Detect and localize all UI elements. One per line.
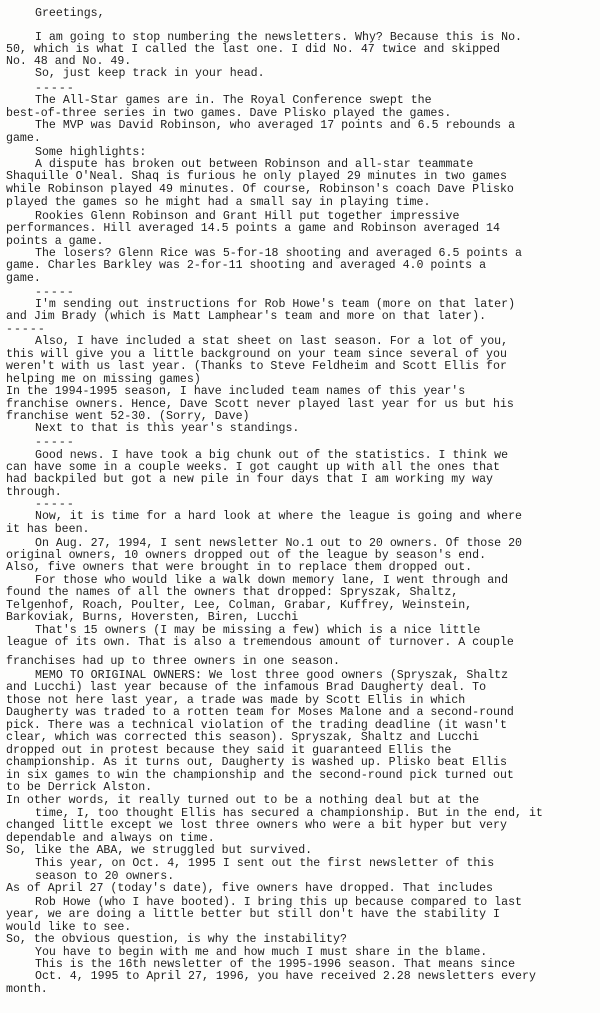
text-line: Also, five owners that were brought in to replace them dropped out. xyxy=(6,561,473,574)
text-line: You have to begin with me and how much I must share in the blame. xyxy=(35,946,488,959)
text-line: changed little except we lost three owners who were a bit hyper but very xyxy=(6,819,507,832)
text-line: had backpiled but got a new pile in four days that I am working my way xyxy=(6,473,494,486)
text-line: best-of-three series in two games. Dave Plisko played the games. xyxy=(6,107,452,120)
text-line: league of its own. That is also a tremendous amount of turnover. A couple xyxy=(6,636,514,649)
text-line: That's 15 owners (I may be missing a few) which is a nice little xyxy=(35,624,481,637)
text-line: Good news. I have took a big chunk out of the statistics. I think we xyxy=(35,449,509,462)
text-line: points a game. xyxy=(6,235,104,248)
text-line: can have some in a couple weeks. I got caught up with all the ones that xyxy=(6,461,500,474)
text-line: Daugherty was traded to a rotten team for Moses Malone and a second-round xyxy=(6,706,514,719)
text-line: 50, which is what I called the last one. I did No. 47 twice and skipped xyxy=(6,43,500,56)
text-line: So, like the ABA, we struggled but survived. xyxy=(6,844,313,857)
text-line: to be Derrick Alston. xyxy=(6,781,153,794)
text-line: Rob Howe (who I have booted). I bring this up because compared to last xyxy=(35,896,523,909)
text-line: As of April 27 (today's date), five owners have dropped. That includes xyxy=(6,882,494,895)
text-line: time, I, too thought Ellis has secured a championship. But in the end, it xyxy=(35,807,543,820)
text-line: franchises had up to three owners in one season. xyxy=(6,655,340,668)
text-line: month. xyxy=(6,983,48,996)
text-line: Next to that is this year's standings. xyxy=(35,422,300,435)
text-line: So, the obvious question, is why the instability? xyxy=(6,933,347,946)
text-line: This year, on Oct. 4, 1995 I sent out the first newsletter of this xyxy=(35,857,495,870)
text-line: those not here last year, a trade was made by Scott Ellis in which xyxy=(6,694,466,707)
text-line: Telgenhof, Roach, Poulter, Lee, Colman, Grabar, Kuffrey, Weinstein, xyxy=(6,599,473,612)
text-line: A dispute has broken out between Robinson and all-star teammate xyxy=(35,158,474,171)
text-line: Barkoviak, Burns, Hoversten, Biren, Lucchi xyxy=(6,611,299,624)
text-line: performances. Hill averaged 14.5 points a game and Robinson averaged 14 xyxy=(6,222,500,235)
text-line: So, just keep track in your head. xyxy=(35,67,265,80)
text-line: For those who would like a walk down memory lane, I went through and xyxy=(35,574,509,587)
text-line: game. xyxy=(6,272,41,285)
text-line: through. xyxy=(6,486,62,499)
text-line: franchise owners. Hence, Dave Scott never played last year for us but his xyxy=(6,398,514,411)
text-line: In the 1994-1995 season, I have included team names of this year's xyxy=(6,385,466,398)
text-line: helping me on missing games) xyxy=(6,373,201,386)
text-line: pick. There was a technical violation of the trading deadline (it wasn't xyxy=(6,719,507,732)
text-line: franchise went 52-30. (Sorry, Dave) xyxy=(6,410,250,423)
greeting-line: Greetings, xyxy=(35,7,105,20)
text-line: I am going to stop numbering the newsletters. Why? Because this is No. xyxy=(35,31,523,44)
text-line: Some highlights: xyxy=(35,146,147,159)
text-line: On Aug. 27, 1994, I sent newsletter No.1 out to 20 owners. Of those 20 xyxy=(35,537,523,550)
text-line: and Jim Brady (which is Matt Lamphear's team and more on that later). xyxy=(6,310,487,323)
memo-line: MEMO TO ORIGINAL OWNERS: We lost three good owners (Spryszak, Shaltz xyxy=(35,669,509,682)
text-line: this will give you a little background on your team since several of you xyxy=(6,348,507,361)
text-line: and Lucchi) last year because of the infamous Brad Daugherty deal. To xyxy=(6,681,487,694)
text-line: Rookies Glenn Robinson and Grant Hill put together impressive xyxy=(35,210,460,223)
text-line: original owners, 10 owners dropped out of the league by season's end. xyxy=(6,549,487,562)
text-line: year, we are doing a little better but still don't have the stability I xyxy=(6,908,500,921)
text-line: played the games so he might had a small say in playing time. xyxy=(6,196,431,209)
text-line: This is the 16th newsletter of the 1995-1996 season. That means since xyxy=(35,958,516,971)
text-line: dependable and always on time. xyxy=(6,832,215,845)
text-line: it has been. xyxy=(6,523,90,536)
text-line: Now, it is time for a hard look at where the league is going and where xyxy=(35,510,523,523)
text-line: found the names of all the owners that dropped: Spryszak, Shaltz, xyxy=(6,586,459,599)
section-separator: ----- xyxy=(35,286,75,299)
section-separator: ----- xyxy=(35,82,75,95)
text-line: championship. As it turns out, Daugherty is washed up. Plisko beat Ellis xyxy=(6,756,507,769)
text-line: No. 48 and No. 49. xyxy=(6,55,132,68)
text-line: The losers? Glenn Rice was 5-for-18 shooting and averaged 6.5 points a xyxy=(35,247,523,260)
text-line: in six games to win the championship and the second-round pick turned out xyxy=(6,769,514,782)
text-line: Also, I have included a stat sheet on last season. For a lot of you, xyxy=(35,335,509,348)
text-line: while Robinson played 49 minutes. Of course, Robinson's coach Dave Plisko xyxy=(6,183,514,196)
text-line: clear, which was corrected this season). Spryszak, Shaltz and Lucchi xyxy=(6,731,480,744)
section-separator: ----- xyxy=(35,498,75,511)
text-line: I'm sending out instructions for Rob Howe's team (more on that later) xyxy=(35,298,516,311)
text-line: season to 20 owners. xyxy=(35,870,175,883)
text-line: The MVP was David Robinson, who averaged 17 points and 6.5 rebounds a xyxy=(35,119,516,132)
section-separator: ----- xyxy=(6,323,46,336)
text-line: dropped out in protest because they said it guaranteed Ellis the xyxy=(6,744,452,757)
text-line: game. Charles Barkley was 2-for-11 shooting and averaged 4.0 points a xyxy=(6,259,487,272)
text-line: In other words, it really turned out to be a nothing deal but at the xyxy=(6,794,480,807)
text-line: The All-Star games are in. The Royal Conference swept the xyxy=(35,94,432,107)
text-line: weren't with us last year. (Thanks to Steve Feldheim and Scott Ellis for xyxy=(6,360,507,373)
section-separator: ----- xyxy=(35,436,75,449)
text-line: would like to see. xyxy=(6,921,132,934)
text-line: game. xyxy=(6,132,41,145)
text-line: Shaquille O'Neal. Shaq is furious he only played 29 minutes in two games xyxy=(6,170,507,183)
text-line: Oct. 4, 1995 to April 27, 1996, you have received 2.28 newsletters every xyxy=(35,970,536,983)
